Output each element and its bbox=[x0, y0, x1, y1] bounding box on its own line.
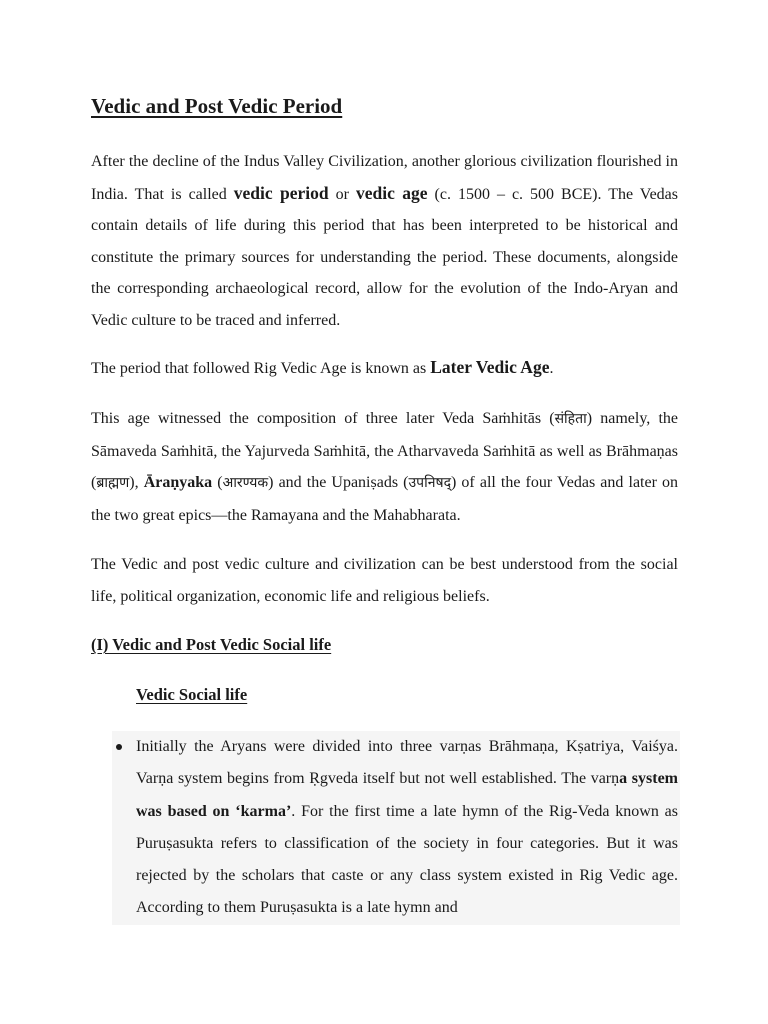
page-title: Vedic and Post Vedic Period bbox=[91, 94, 343, 118]
term-vedic-age: vedic age bbox=[355, 182, 428, 203]
composition-text-6: ) of all the four Vedas and later on the two great epics—the Ramayana and the Mahabharata. bbox=[91, 474, 679, 524]
later-vedic-text-2: . bbox=[549, 360, 554, 377]
composition-text-5: ) and the Upaniṣads ( bbox=[268, 474, 409, 491]
term-vedic-period: vedic period bbox=[233, 182, 329, 203]
devanagari-brahmana: ब्राह्मण bbox=[96, 475, 130, 491]
composition-text-2: ) namely, the Sāmaveda Saṁhitā, the Yajurveda Saṁhitā, the Atharvaveda Saṁhitā as well as Brāhmaṇas ( bbox=[91, 410, 678, 491]
culture-paragraph: The Vedic and post vedic culture and civilization can be best understood from the social life, political organization, economic life and religious beliefs. bbox=[91, 556, 678, 605]
intro-text-2: or bbox=[328, 185, 356, 203]
later-vedic-text-1: The period that followed Rig Vedic Age is known as bbox=[91, 360, 431, 377]
intro-text-3: (c. 1500 – c. 500 BCE). The Vedas contain details of life during this period that has been interpreted to be historical and constitute the primary sources for understanding the period. These documents, alongside the corresponding archaeological record, allow for the evolution of the Indo-Aryan and Vedic culture to be traced and inferred. bbox=[91, 185, 678, 329]
bullet-item bbox=[136, 731, 678, 925]
sub-heading: Vedic Social life bbox=[136, 685, 248, 704]
devanagari-upanishad: उपनिषद् bbox=[408, 475, 452, 491]
devanagari-aranyaka: आरण्यक bbox=[222, 475, 269, 491]
bullet-text-2: . For the first time a late hymn of the Rig-Veda known as Puruṣasukta refers to classification of the society in four categories. But it was rejected by the scholars that caste or any class system existed in Rig Vedic age. According to them Puruṣasukta is a late hymn and bbox=[136, 802, 679, 917]
section-heading: (I) Vedic and Post Vedic Social life bbox=[91, 635, 332, 654]
term-later-vedic-age: Later Vedic Age bbox=[430, 357, 550, 377]
bullet-text-1: Initially the Aryans were divided into three varṇas Brāhmaṇa, Kṣatriya, Vaiśya. Varṇa system begins from Ṛgveda itself but not well established. The varṇ bbox=[136, 738, 678, 788]
later-vedic-paragraph bbox=[91, 352, 678, 385]
term-aranyaka: Āraṇyaka bbox=[143, 474, 213, 491]
bullet-marker bbox=[116, 744, 122, 750]
composition-text-3: ), bbox=[129, 474, 144, 491]
composition-text-4: ( bbox=[212, 474, 223, 491]
intro-text-1: After the decline of the Indus Valley Civilization, another glorious civilization flourished in India. That is called bbox=[91, 153, 678, 203]
composition-text-1: This age witnessed the composition of three later Veda Saṁhitās ( bbox=[91, 410, 555, 427]
devanagari-samhita: संहिता bbox=[554, 411, 587, 427]
bullet-bold-karma: a system was based on ‘karma’ bbox=[136, 770, 678, 820]
intro-paragraph bbox=[91, 146, 678, 336]
composition-paragraph bbox=[91, 403, 678, 531]
